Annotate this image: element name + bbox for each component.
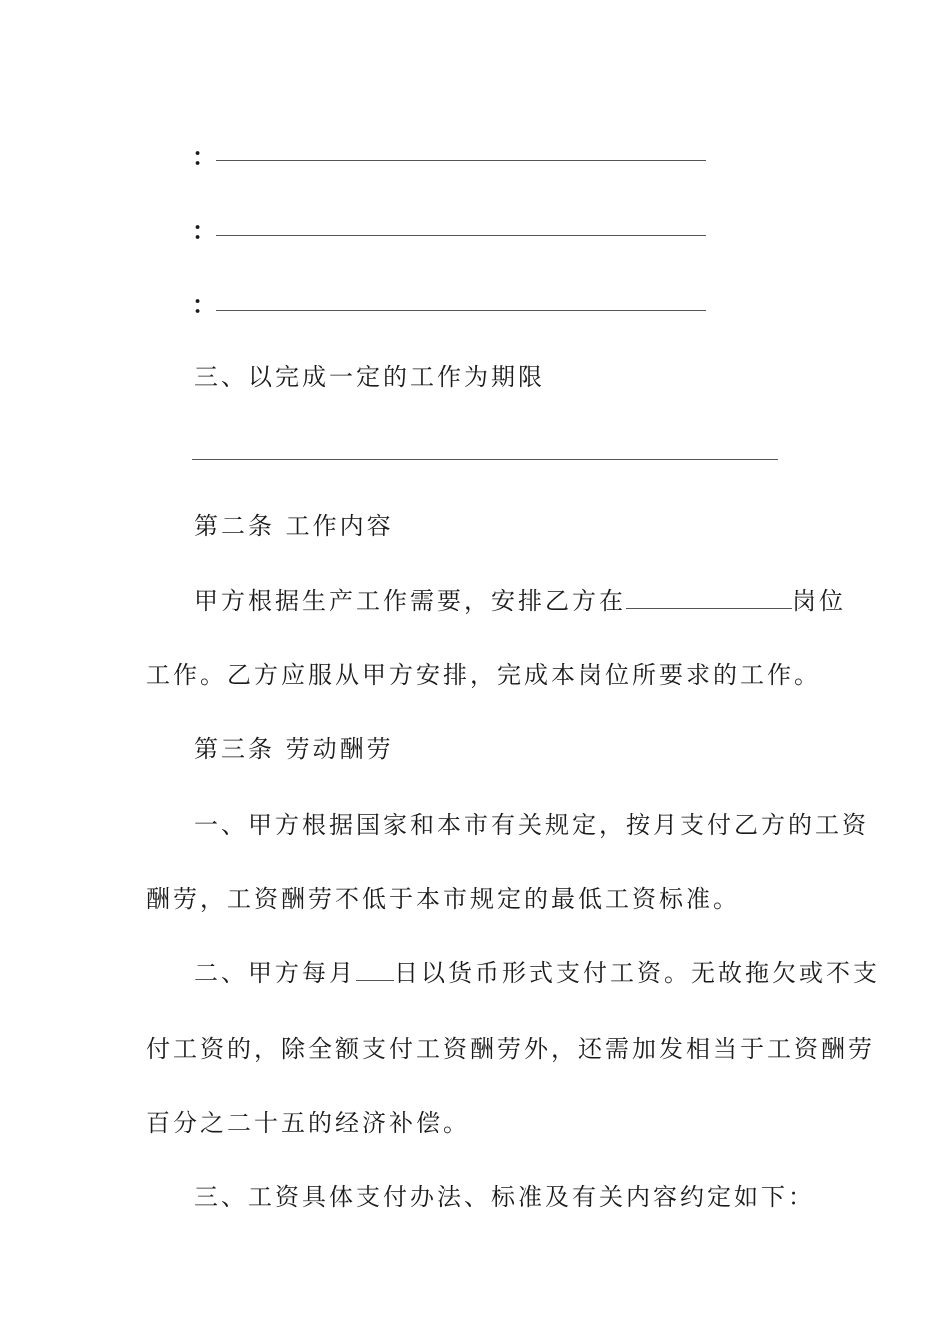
article-two-title: 第二条 工作内容	[194, 512, 394, 540]
item-two-line-1	[194, 958, 880, 988]
fill-line-3-blank	[216, 310, 706, 311]
item-three-line-1: 三、工资具体支付办法、标准及有关内容约定如下：	[194, 1183, 815, 1211]
item-two-line-3: 百分之二十五的经济补偿。	[146, 1109, 470, 1137]
fill-line-3-colon: ：	[192, 290, 216, 319]
item-three-heading: 三、以完成一定的工作为期限	[194, 363, 545, 391]
article-three-title: 第三条 劳动酬劳	[194, 735, 394, 763]
item-two-text-b: 日以货币形式支付工资。无故拖欠或不支	[394, 959, 880, 987]
article-two-paragraph-line-2: 工作。乙方应服从甲方安排，完成本岗位所要求的工作。	[146, 661, 821, 689]
post-blank	[626, 586, 792, 609]
fill-line-2-colon: ：	[192, 216, 216, 245]
item-three-blank-line	[192, 459, 778, 460]
article-two-text-a: 甲方根据生产工作需要，安排乙方在	[194, 587, 626, 615]
fill-line-2-blank	[216, 235, 706, 236]
item-one-line-2: 酬劳，工资酬劳不低于本市规定的最低工资标准。	[146, 885, 740, 913]
article-two-text-b: 岗位	[792, 587, 846, 615]
article-two-paragraph-line-1	[194, 586, 846, 616]
item-two-text-a: 二、甲方每月	[194, 959, 356, 987]
pay-day-blank	[356, 958, 394, 981]
fill-line-1-colon: ：	[192, 142, 216, 171]
item-two-line-2: 付工资的，除全额支付工资酬劳外，还需加发相当于工资酬劳	[146, 1035, 875, 1063]
item-one-line-1: 一、甲方根据国家和本市有关规定，按月支付乙方的工资	[194, 811, 869, 839]
fill-line-1-blank	[216, 160, 706, 161]
